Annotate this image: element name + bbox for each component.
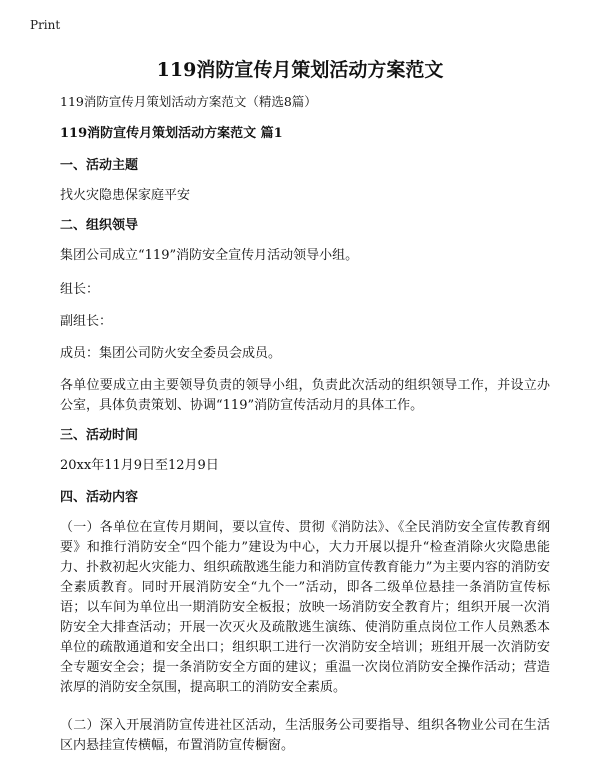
heading-organization: 二、组织领导 bbox=[60, 218, 139, 233]
section-heading: 119消防宣传月策划活动方案范文 篇1 bbox=[60, 126, 283, 141]
heading-activity-time: 三、活动时间 bbox=[60, 428, 139, 443]
heading-activity-theme: 一、活动主题 bbox=[60, 158, 139, 173]
time-text: 20xx年11月9日至12月9日 bbox=[60, 458, 219, 473]
content-paragraph-2: （二）深入开展消防宣传进社区活动，生活服务公司要指导、组织各物业公司在生活区内悬挂宣传横幅，布置消防宣传橱窗。 bbox=[60, 718, 550, 753]
content-paragraph-1: （一）各单位在宣传月期间，要以宣传、贯彻《消防法》、《全民消防安全宣传教育纲要》和推行消防安全“四个能力”建设为中心，大力开展以提升“检查消除火灾隐患能力、扑救初起火灾能力、组织疏散逃生能力和消防宣传教育能力”为主要内容的消防安全素质教育。同时开展消防安全“九个一”活动，即各二级单位悬挂一条消防宣传标语；以车间为单位出一期消防安全板报；放映一场消防安全教育片；组织开展一次消防安全大排查活动；开展一次灭火及疏散逃生演练、使消防重点岗位工作人员熟悉本单位的疏散通道和安全出口；组织职工进行一次消防安全培训；班组开展一次消防安全专题安全会；提一条消防安全方面的建议；重温一次岗位消防安全操作活动；营造浓厚的消防安全氛围，提高职工的消防安全素质。 bbox=[60, 520, 550, 695]
responsibility-paragraph: 各单位要成立由主要领导负责的领导小组，负责此次活动的组织领导工作，并设立办公室，具体负责策划、协调“119”消防宣传活动月的具体工作。 bbox=[60, 378, 550, 413]
document-title: 119消防宣传月策划活动方案范文 bbox=[156, 59, 444, 81]
heading-activity-content: 四、活动内容 bbox=[60, 490, 139, 505]
org-intro-text: 集团公司成立“119”消防安全宣传月活动领导小组。 bbox=[60, 248, 359, 263]
members-text: 成员：集团公司防火安全委员会成员。 bbox=[60, 346, 282, 361]
deputy-leader-text: 副组长： bbox=[60, 314, 113, 329]
document-subtitle: 119消防宣传月策划活动方案范文（精选8篇） bbox=[60, 94, 317, 109]
print-link[interactable]: Print bbox=[30, 18, 61, 32]
leader-text: 组长： bbox=[60, 282, 100, 297]
theme-text: 找火灾隐患保家庭平安 bbox=[60, 188, 191, 203]
